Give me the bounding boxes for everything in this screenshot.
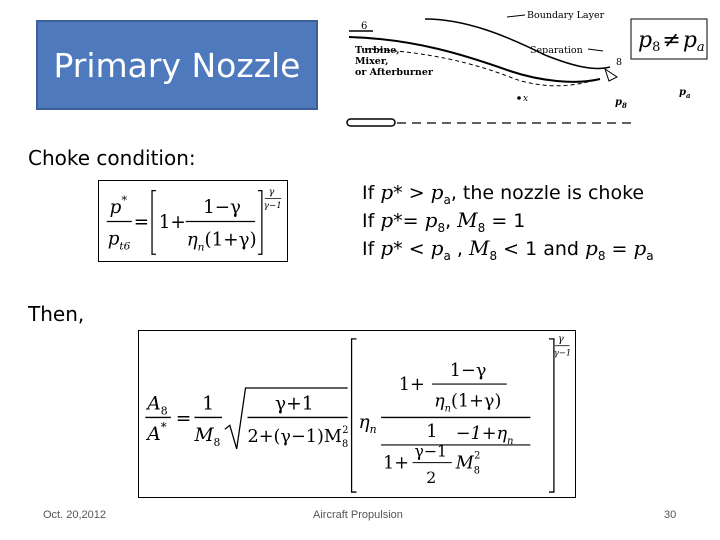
station-8-label: 8 <box>616 57 623 68</box>
separation-bubble <box>605 69 617 81</box>
eq1-exp-num: γ <box>268 186 275 198</box>
inequality-text: p8≠pa <box>638 28 705 55</box>
title-box <box>36 20 318 110</box>
p8-label: $p_8$ <box>615 97 627 110</box>
then-label: Then, <box>28 302 85 326</box>
eq2-eta: $\eta_n$ <box>358 412 377 437</box>
nozzle-outer-wall <box>425 19 610 69</box>
turbine-label-1: Turbine, <box>355 45 400 56</box>
condition-line-3: If $p* < p_a$ , $M_8 < 1$ and $p_8 = p_a$ <box>362 236 654 263</box>
condition-line-2: If $p*= p_8$, $M_8 = 1$ <box>362 208 526 235</box>
eq2-lhs-num: $A_8$ <box>147 393 168 418</box>
eq2-inner-top-num: 1−γ <box>449 361 487 382</box>
eq2-f1-num: 1 <box>202 393 215 415</box>
eq2-exp-num: γ <box>557 333 564 345</box>
turbine-label-2: Mixer, <box>355 56 389 67</box>
area-ratio-equation <box>138 330 576 498</box>
eq1-close-bracket <box>258 191 262 255</box>
eq2-inner-bot-frac-den: 2 <box>426 468 437 488</box>
pa-label: $p_a$ <box>679 87 691 100</box>
separation-label: Separation <box>530 45 583 56</box>
eq2-tail: $-1+\eta_n$ <box>455 424 514 447</box>
eq1-equals: = <box>133 212 150 234</box>
eq2-inner-bot-m: $M_82$ <box>455 450 481 477</box>
eq2-exp-den: γ−1 <box>553 347 572 358</box>
eq2-equals: = <box>175 408 192 430</box>
eq2-inner-top-den: $\eta_n(1+\gamma)$ <box>434 391 502 415</box>
choke-condition-label: Choke condition: <box>28 146 196 170</box>
eq2-inner-top-one: 1+ <box>398 374 425 395</box>
eq2-inner-bot-frac-num: γ−1 <box>414 441 447 461</box>
x-marker <box>517 96 521 100</box>
turbine-label-3: or Afterburner <box>355 67 433 78</box>
eq1-exp-den: γ−1 <box>263 200 282 211</box>
boundary-layer-label: Boundary Layer <box>527 10 605 21</box>
eq2-lhs-den: A* <box>147 420 167 446</box>
spike-body <box>347 119 395 126</box>
footer-course: Aircraft Propulsion <box>313 509 403 521</box>
eq1-frac-num: 1−γ <box>203 196 242 218</box>
condition-line-1: If $p* > p_a$, the nozzle is choke <box>362 180 645 207</box>
slide-title: Primary Nozzle <box>53 45 301 85</box>
choke-pressure-equation <box>98 180 288 262</box>
station-6-label: 6 <box>361 21 368 32</box>
eq2-rad-num: γ+1 <box>274 393 314 415</box>
footer-date: Oct. 20,2012 <box>43 509 106 521</box>
separation-pointer <box>588 49 603 51</box>
eq2-open-bracket <box>352 339 357 492</box>
eq2-inner-bot-num: 1 <box>426 422 438 443</box>
eq2-inner-bot-one: 1+ <box>383 453 410 474</box>
eq1-frac-den: $\eta_n(1+\gamma)$ <box>186 229 257 254</box>
boundary-layer-pointer <box>507 15 525 17</box>
eq2-close-bracket <box>549 339 554 492</box>
eq1-open-bracket <box>152 191 156 255</box>
footer-page-number: 30 <box>664 509 677 521</box>
x-label: x <box>523 94 529 104</box>
nozzle-diagram <box>335 5 715 135</box>
eq1-lhs-num: p* <box>109 193 128 218</box>
eq1-lhs-den: $p_{t6}$ <box>107 228 131 253</box>
eq1-one: 1+ <box>158 212 186 234</box>
eq2-rad-den: $2+(\gamma-1)M_82$ <box>247 425 349 450</box>
eq2-f1-den: $M_8$ <box>194 425 221 449</box>
